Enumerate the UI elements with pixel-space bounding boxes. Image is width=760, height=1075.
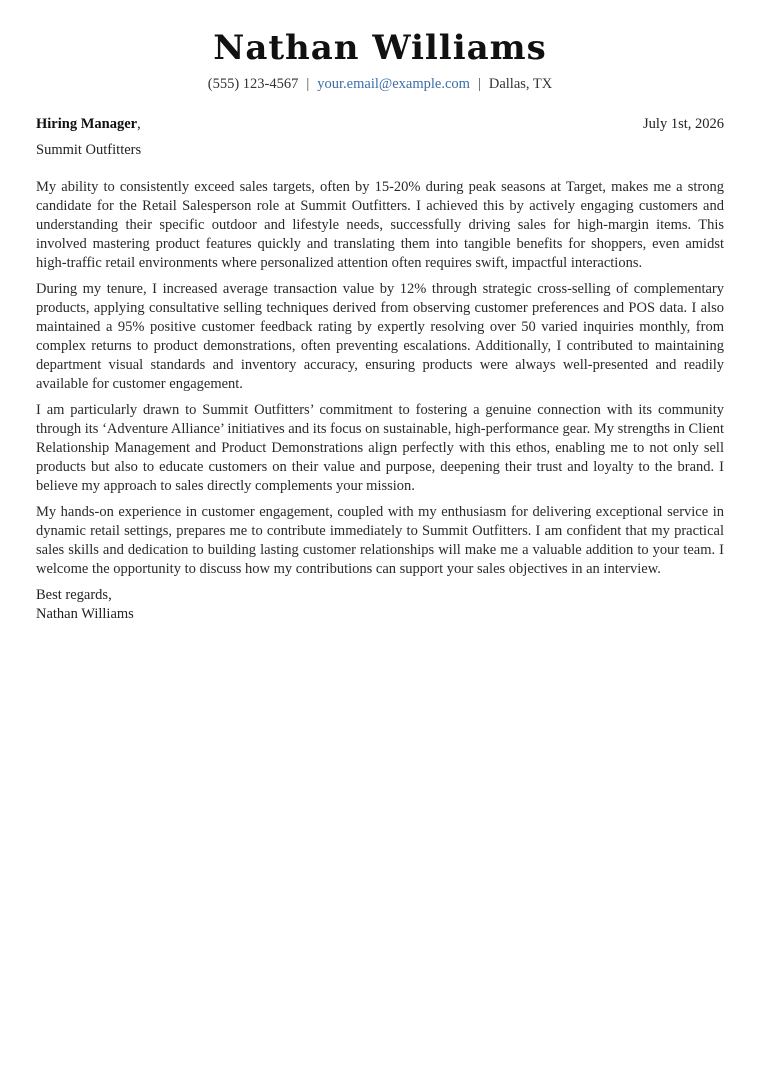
applicant-name: Nathan Williams [213, 28, 547, 68]
recipient-line [36, 114, 141, 134]
phone-number: (555) 123-4567 [207, 76, 299, 92]
letter-closing [36, 586, 724, 624]
letter-date: July 1st, 2026 [643, 116, 724, 132]
letter-body [36, 178, 724, 579]
contact-separator: | [477, 76, 481, 92]
closing-signature: Nathan Williams [36, 606, 134, 622]
contact-line [36, 74, 724, 94]
body-paragraph: During my tenure, I increased average transaction value by 12% through strategic cross-selling of complementary products, applying consultative selling techniques derived from observing customer preferences and POS data. I also maintained a 95% positive customer feedback rating by expertly resolving over 50 varied inquiries monthly, from complex returns to product demonstrations, often preventing escalations. Additionally, I contributed to maintaining department visual standards and inventory accuracy, ensuring products were always well-presented and readily available for customer engagement. [36, 281, 724, 392]
body-paragraph: My hands-on experience in customer engagement, coupled with my enthusiasm for delivering exceptional service in dynamic retail settings, prepares me to contribute immediately to Summit Outfitters. I am confident that my practical sales skills and dedication to building lasting customer relationships will make me a valuable addition to your team. I welcome the opportunity to discuss how my contributions can support your sales objectives in an interview. [36, 504, 724, 577]
recipient-name-suffix: , [137, 116, 141, 132]
email-link[interactable]: your.email@example.com [317, 76, 470, 92]
contact-separator: | [306, 76, 310, 92]
recipient-date-row [36, 114, 724, 134]
body-paragraph: My ability to consistently exceed sales targets, often by 15-20% during peak seasons at Target, makes me a strong candidate for the Retail Salesperson role at Summit Outfitters. I achieved this by actively engaging customers and understanding their specific outdoor and lifestyle needs, successfully driving sales for high-margin items. This involved mastering product features quickly and translating them into tangible benefits for shoppers, even amidst high-traffic retail environments where personalized attention often requires swift, impactful interactions. [36, 179, 724, 271]
closing-salutation: Best regards, [36, 587, 112, 603]
recipient-name: Hiring Manager [36, 116, 138, 132]
location: Dallas, TX [488, 76, 553, 92]
recipient-company: Summit Outfitters [36, 142, 142, 158]
body-paragraph: I am particularly drawn to Summit Outfitters’ commitment to fostering a genuine connection with its community through its ‘Adventure Alliance’ initiatives and its focus on sustainable, high-performance gear. My strengths in Client Relationship Management and Product Demonstrations align perfectly with this ethos, enabling me to not only sell products but also to educate customers on their value and purpose, deepening their trust and loyalty to the brand. I believe my approach to sales directly complements your mission. [36, 402, 724, 494]
